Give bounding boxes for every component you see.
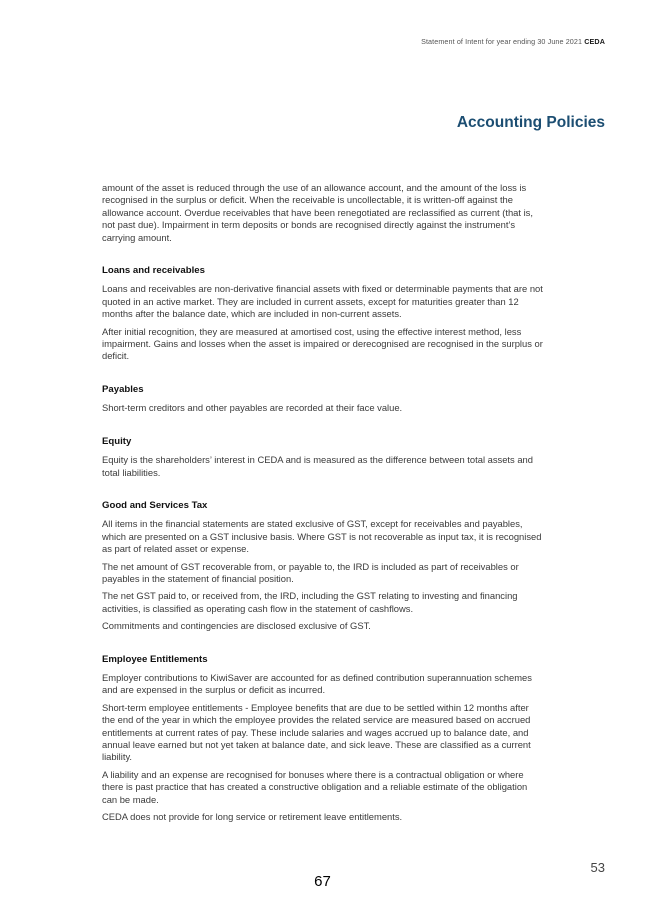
page-title: Accounting Policies [456,114,605,131]
section-paragraph: Loans and receivables are non-derivative financial assets with fixed or determinable payments that are not quoted in an active market. They are included in current assets, except for maturities greater than 12 months after the balance date, which are included in non-current assets. [102,283,543,320]
section-paragraph: The net amount of GST recoverable from, or payable to, the IRD is included as part of receivables or payables in the statement of financial position. [102,560,519,584]
section-loans-and-receivables [102,265,544,363]
running-header [421,37,605,46]
section-heading: Equity [102,435,132,447]
section-paragraph: A liability and an expense are recognised for bonuses where there is a contractual obligation or where there is past practice that has created a constructive obligation and a reliable estimate of the obligation can be made. [102,768,528,805]
page-number: 53 [590,860,605,875]
section-paragraph: All items in the financial statements are stated exclusive of GST, except for receivables and payables, which are presented on a GST inclusive basis. Where GST is not recoverable as input tax, it is recognised as part of related asset or expense. [102,518,542,555]
section-payables [102,384,544,415]
header-text: Statement of Intent for year ending 30 June 2021 [421,37,583,46]
section-paragraph: Short-term employee entitlements - Employee benefits that are due to be settled within 12 months after the end of the year in which the employee provides the related service are measured based on accrued entitlements at current rates of pay. These include salaries and wages accrued up to balance date, and annual leave earned but not yet taken at balance date, and sick leave. These are classified as a current liability. [102,701,531,763]
intro-paragraph: amount of the asset is reduced through the use of an allowance account, and the amount of the loss is recognised in the surplus or deficit. When the receivable is uncollectable, it is written-off against the allowance account. Overdue receivables that have been renegotiated are reclassified as current (that is, not past due). Impairment in term deposits or bonds are recognised directly against the instrument’s carrying amount. [102,182,533,243]
section-paragraph: The net GST paid to, or received from, the IRD, including the GST relating to investing and financing activities, is classified as operating cash flow in the statement of cashflows. [102,590,518,614]
section-paragraph: CEDA does not provide for long service or retirement leave entitlements. [102,811,403,823]
section-paragraph: Employer contributions to KiwiSaver are accounted for as defined contribution superannuation schemes and are expensed in the surplus or deficit as incurred. [102,671,532,696]
header-org: CEDA [584,37,605,46]
section-heading: Employee Entitlements [102,653,208,665]
section-employee-entitlements [102,654,544,824]
section-equity [102,436,544,479]
body-content [102,182,544,828]
section-paragraph: After initial recognition, they are measured at amortised cost, using the effective interest method, less impairment. Gains and losses when the asset is impaired or derecognised are recognised in the surplus or deficit. [102,325,543,362]
document-page-number: 67 [314,873,331,890]
section-heading: Payables [102,383,144,395]
section-gst [102,500,544,633]
section-paragraph: Equity is the shareholders’ interest in CEDA and is measured as the difference between total assets and total liabilities. [102,454,533,478]
section-paragraph: Short-term creditors and other payables are recorded at their face value. [102,402,403,414]
section-paragraph: Commitments and contingencies are disclosed exclusive of GST. [102,620,371,632]
section-heading: Loans and receivables [102,265,205,277]
section-heading: Good and Services Tax [102,499,208,511]
